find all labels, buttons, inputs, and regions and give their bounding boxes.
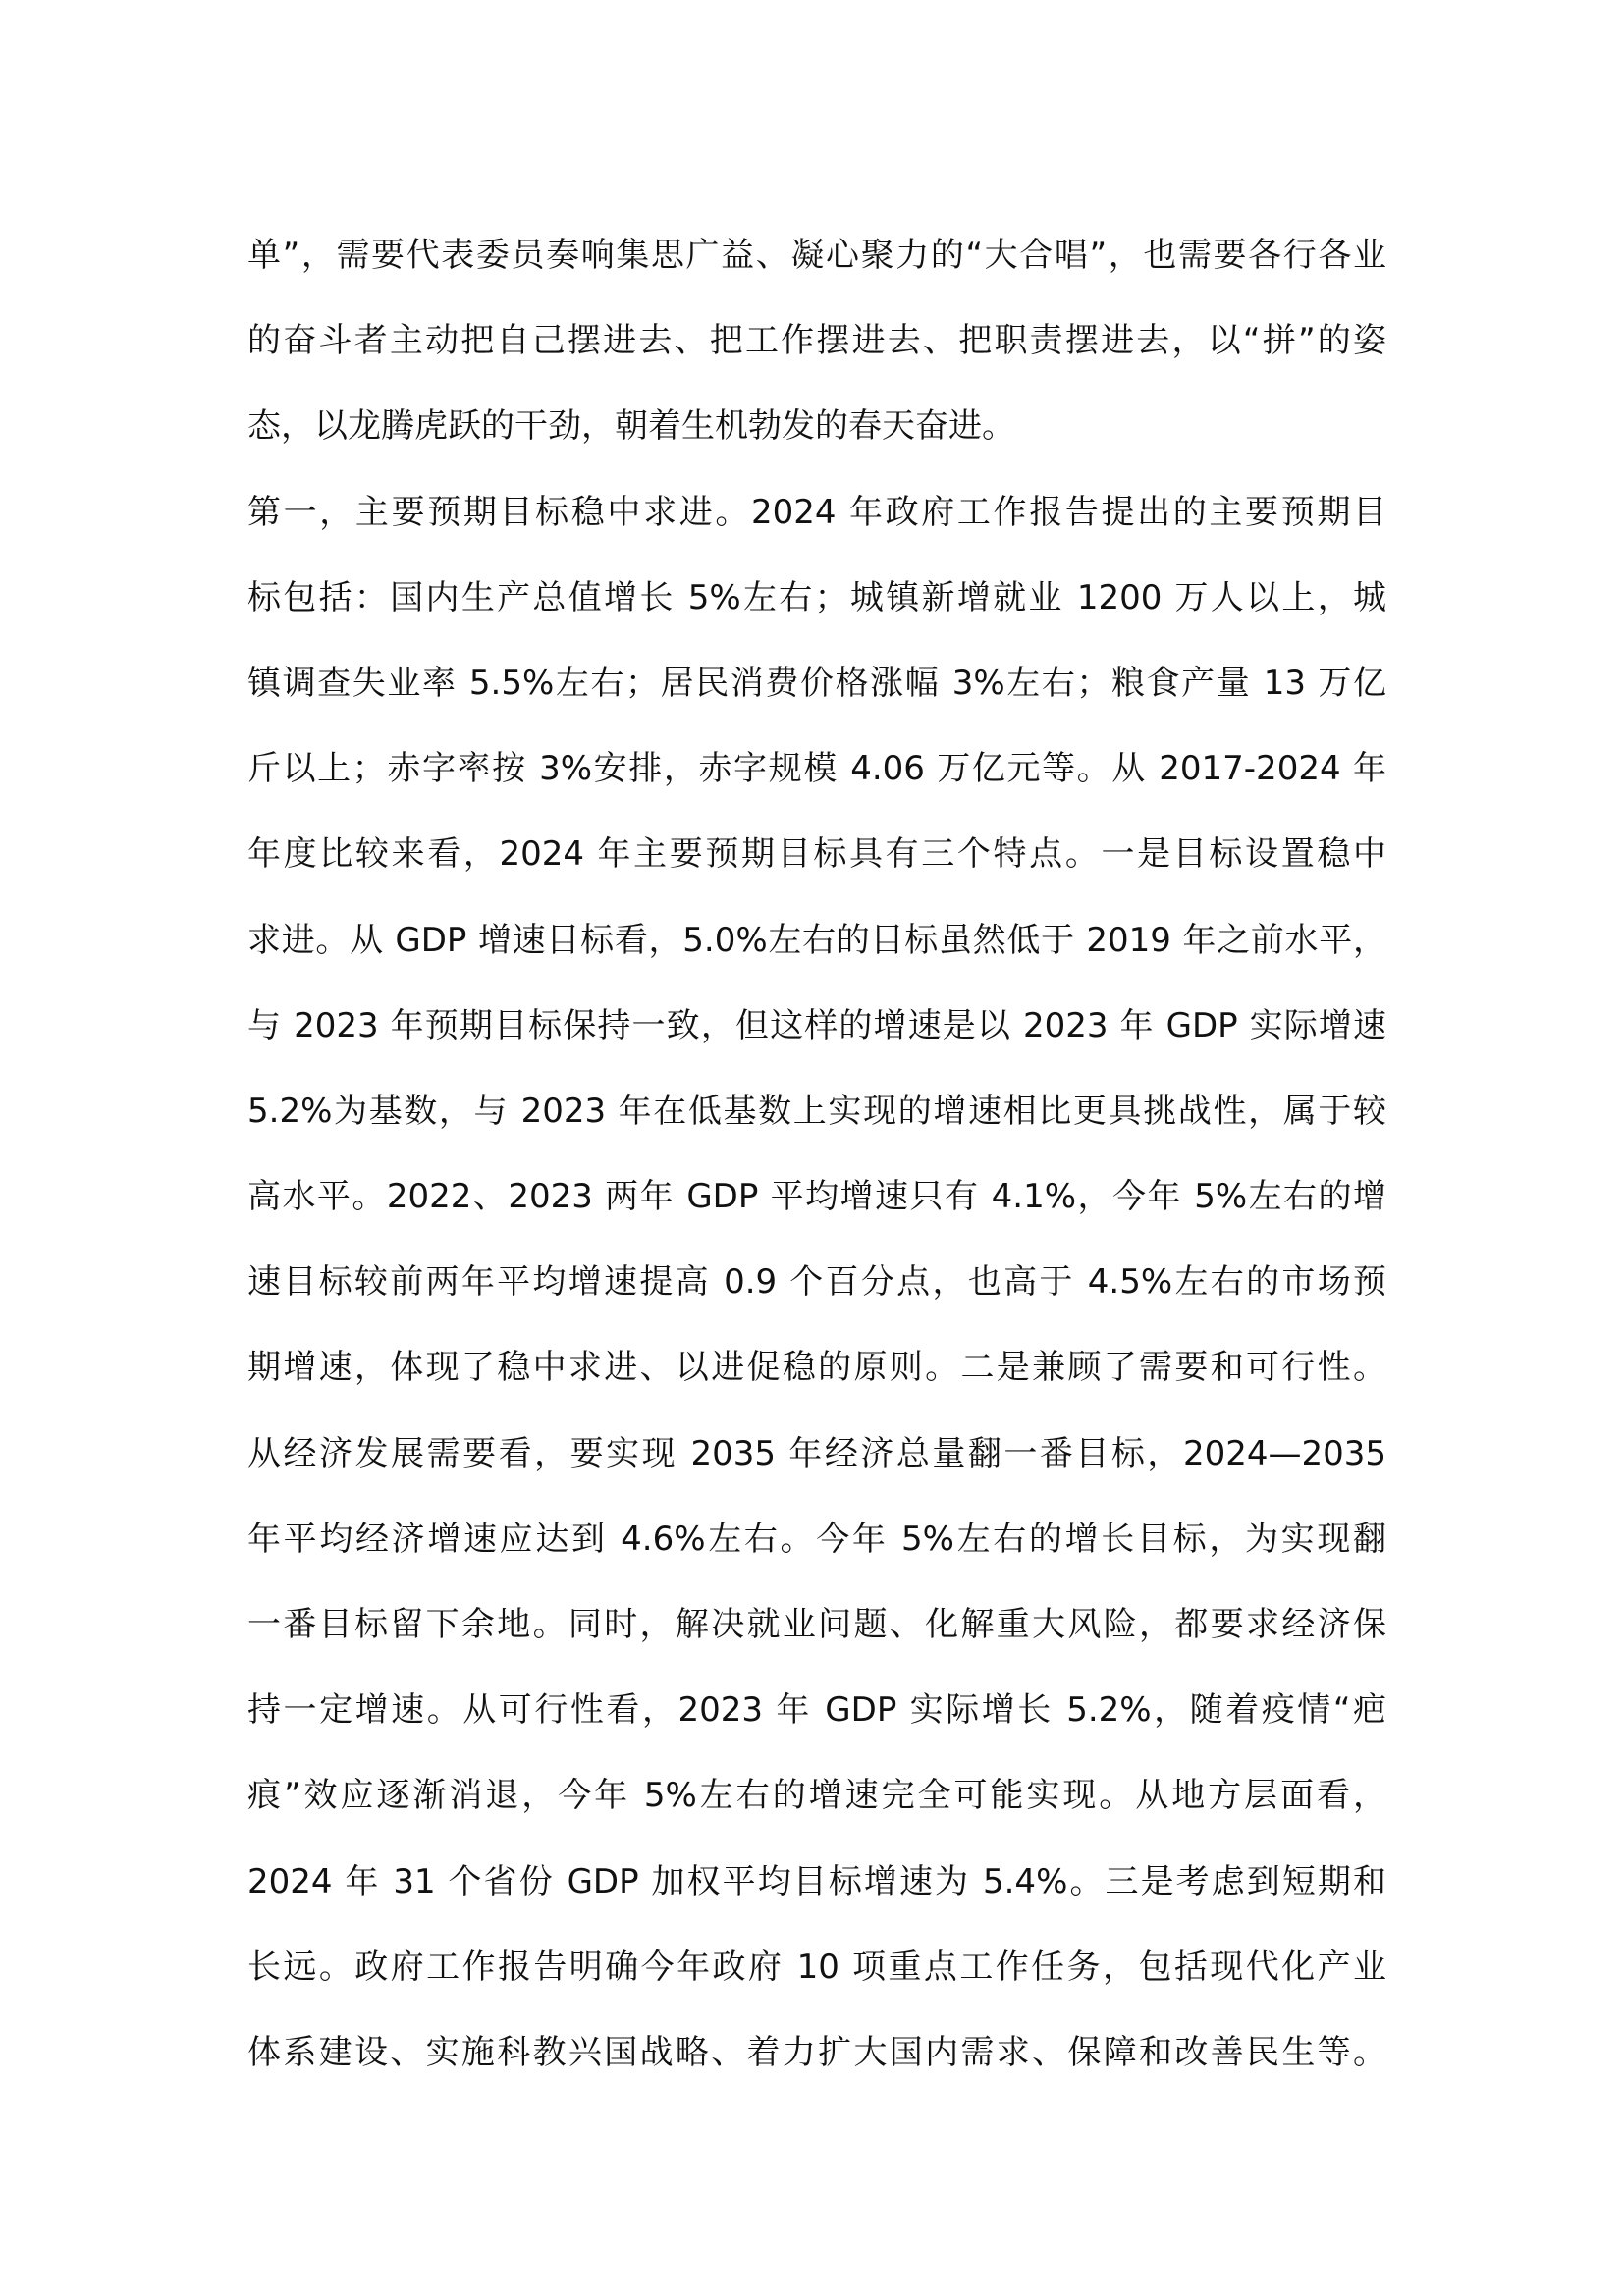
text-line: 体系建设、实施科教兴国战略、着力扩大国内需求、保障和改善民生等。 bbox=[247, 2032, 1386, 2072]
text-line: 第一，主要预期目标稳中求进。2024 年政府工作报告提出的主要预期目 bbox=[247, 492, 1386, 532]
text-line: 年度比较来看，2024 年主要预期目标具有三个特点。一是目标设置稳中 bbox=[247, 834, 1386, 875]
body-text bbox=[247, 222, 1386, 2105]
text-line: 从经济发展需要看，要实现 2035 年经济总量翻一番目标，2024—2035 bbox=[247, 1433, 1386, 1473]
text-line: 持一定增速。从可行性看，2023 年 GDP 实际增长 5.2%，随着疫情“疤 bbox=[247, 1690, 1386, 1731]
text-line: 的奋斗者主动把自己摆进去、把工作摆进去、把职责摆进去，以“拼”的姿 bbox=[247, 321, 1386, 361]
text-line: 标包括：国内生产总值增长 5%左右；城镇新增就业 1200 万人以上，城 bbox=[247, 577, 1386, 617]
text-line: 斤以上；赤字率按 3%安排，赤字规模 4.06 万亿元等。从 2017-2024 年 bbox=[247, 749, 1386, 789]
text-line: 2024 年 31 个省份 GDP 加权平均目标增速为 5.4%。三是考虑到短期和 bbox=[247, 1861, 1386, 1901]
text-line: 与 2023 年预期目标保持一致，但这样的增速是以 2023 年 GDP 实际增速 bbox=[247, 1005, 1386, 1045]
text-line: 年平均经济增速应达到 4.6%左右。今年 5%左右的增长目标，为实现翻 bbox=[247, 1519, 1386, 1559]
text-line: 求进。从 GDP 增速目标看，5.0%左右的目标虽然低于 2019 年之前水平， bbox=[247, 920, 1386, 960]
text-line: 单”，需要代表委员奏响集思广益、凝心聚力的“大合唱”，也需要各行各业 bbox=[247, 236, 1386, 275]
text-line: 态，以龙腾虎跃的干劲，朝着生机勃发的春天奋进。 bbox=[247, 406, 1015, 447]
text-line: 痕”效应逐渐消退，今年 5%左右的增速完全可能实现。从地方层面看， bbox=[247, 1776, 1386, 1816]
text-line: 一番目标留下余地。同时，解决就业问题、化解重大风险，都要求经济保 bbox=[247, 1605, 1386, 1644]
text-line: 速目标较前两年平均增速提高 0.9 个百分点，也高于 4.5%左右的市场预 bbox=[247, 1262, 1386, 1303]
text-line: 5.2%为基数，与 2023 年在低基数上实现的增速相比更具挑战性，属于较 bbox=[247, 1091, 1386, 1131]
text-line: 期增速，体现了稳中求进、以进促稳的原则。二是兼顾了需要和可行性。 bbox=[247, 1348, 1386, 1388]
text-line: 镇调查失业率 5.5%左右；居民消费价格涨幅 3%左右；粮食产量 13 万亿 bbox=[247, 663, 1386, 703]
text-line: 高水平。2022、2023 两年 GDP 平均增速只有 4.1%，今年 5%左右的增 bbox=[247, 1177, 1386, 1217]
text-line: 长远。政府工作报告明确今年政府 10 项重点工作任务，包括现代化产业 bbox=[247, 1947, 1386, 1987]
